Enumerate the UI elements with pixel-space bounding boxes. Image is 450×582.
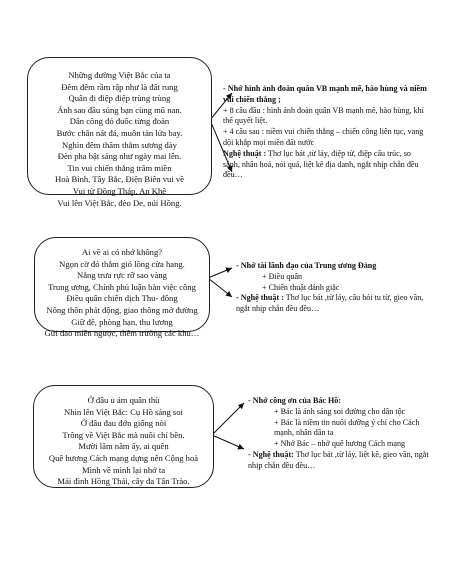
poem-line: Vui từ Đồng Tháp, An Khê <box>72 185 167 196</box>
art-label: - Nghệ thuật: <box>248 449 294 459</box>
poem-line: Trung ương, Chính phủ luận bàn việc công <box>48 281 196 292</box>
notes-art <box>248 450 432 472</box>
poem-box-2 <box>34 237 210 339</box>
notes-bullet: + 4 câu sau : niềm vui chiến thắng – chiến công liên tục, vang dội khắp mọi miền đất nước <box>223 127 424 147</box>
notes-art <box>223 149 429 181</box>
poem-line: Quân đi điệp điệp trùng trùng <box>68 93 171 104</box>
poem-line: Hoà Bình, Tây Bắc, Điện Biên vui về <box>55 174 184 185</box>
poem-line: Đêm đêm rầm rập như là đất rung <box>61 81 178 92</box>
poem-line: Mười lăm năm ấy, ai quên <box>78 441 169 452</box>
art-text: Thơ lục bát ,từ láy, câu hỏi tu từ, gieo vần, ngắt nhịp chẵn đều đều… <box>236 293 424 314</box>
notes-3 <box>248 396 432 472</box>
notes-heading: - Nhớ công ơn của Bác Hồ: <box>248 396 342 405</box>
poem-line: Trông về Việt Bắc mà nuôi chí bền. <box>62 429 185 440</box>
poem-line: Nghìn đêm thăm thẳm sương dày <box>62 139 177 150</box>
notes-art <box>236 293 436 315</box>
poem-line: Điều quân chiến dịch Thu- đông <box>66 293 178 304</box>
poem-line: Ở đâu đau đớn giống nòi <box>80 418 167 429</box>
poem-box-1 <box>27 57 212 208</box>
poem-line: Ở đâu u ám quân thù <box>87 395 160 405</box>
notes-heading: - Nhớ hình ảnh đoàn quân VB mạnh mẽ, hào hùng và niềm vui chiến thắng ; <box>223 84 427 104</box>
arrow-group-2 <box>208 268 232 297</box>
poem-line: Ai về ai có nhớ không? <box>81 247 163 257</box>
poem-line: Mái đình Hồng Thái, cây đa Tân Trào. <box>57 476 190 487</box>
notes-bullet: + Điều quân <box>262 271 303 281</box>
poem-line: Nông thôn phát động, giao thông mở đường <box>46 304 198 315</box>
art-label: - Nghệ thuật : <box>236 293 284 303</box>
poem-line: Gửi dao miền ngược, thêm trường các khu… <box>44 328 200 339</box>
poem-line: Nắng trưa rực rỡ sao vàng <box>77 270 167 281</box>
poem-line: Bước chân nát đá, muôn tàn lửa bay. <box>56 127 183 138</box>
notes-bullet: + Bác là niềm tin nuôi dưỡng ý chí cho Cách mạnh, nhân dân ta <box>274 417 420 438</box>
poem-line: Quê hương Cách mạng dựng nên Cộng hoà <box>48 452 199 463</box>
poem-line: Ánh sao đầu súng bạn cùng mũ nan. <box>57 104 182 115</box>
poem-line: Dân công đỏ đuốc từng đoàn <box>69 116 170 127</box>
poem-line: Tin vui chiến thắng trăm miền <box>67 162 172 173</box>
notes-bullet: + Nhớ Bác – nhớ quê hương Cách mạng <box>274 439 406 449</box>
notes-bullet: + 8 câu đầu : hình ảnh đoàn quân VB mạnh mẽ, hào hùng, khí thế quyết liệt. <box>223 105 424 126</box>
arrow-3-top <box>212 403 244 435</box>
notes-bullet: + Bác là ánh sáng soi đường cho dân tộc <box>274 406 406 416</box>
arrow-2-top <box>208 268 232 278</box>
arrow-3-bottom <box>212 435 244 449</box>
poem-line: Những đường Việt Bắc của ta <box>68 70 171 80</box>
poem-line: Vui lên Việt Bắc, đèo De, núi Hồng. <box>57 197 182 208</box>
art-text: Thơ lục bát ,từ láy, liệt kê, gieo vần, ngắt nhịp chẵn đều đều… <box>248 449 429 470</box>
notes-1 <box>223 84 429 181</box>
poem-box-3 <box>33 385 214 488</box>
notes-bullet: + Chiến thuật đánh giặc <box>262 282 340 292</box>
poem-line: Ngọn cờ đỏ thắm gió lồng cửa hang. <box>59 258 185 269</box>
poem-line: Mình về mình lại nhớ ta <box>81 464 166 475</box>
art-label: Nghệ thuật : <box>223 148 267 158</box>
arrow-group-3 <box>212 403 244 449</box>
notes-heading: - Nhớ tài lãnh đạo của Trung ương Đảng <box>236 261 377 270</box>
notes-2 <box>236 261 436 315</box>
poem-line: Nhìn lên Việt Bắc: Cụ Hồ sáng soi <box>64 406 183 417</box>
poem-line: Giữ đê, phòng hạn, thu lương <box>71 316 173 327</box>
poem-line: Đèn pha bật sáng như ngày mai lên. <box>57 151 182 162</box>
art-text: Thơ lục bát ,từ láy, điệp từ, điệp cấu trúc, so sánh, nhân hoá, nói quá, liệt kê địa danh, ngắt nhịp chẵn đều đều… <box>223 148 419 180</box>
arrow-2-bottom <box>208 278 232 297</box>
